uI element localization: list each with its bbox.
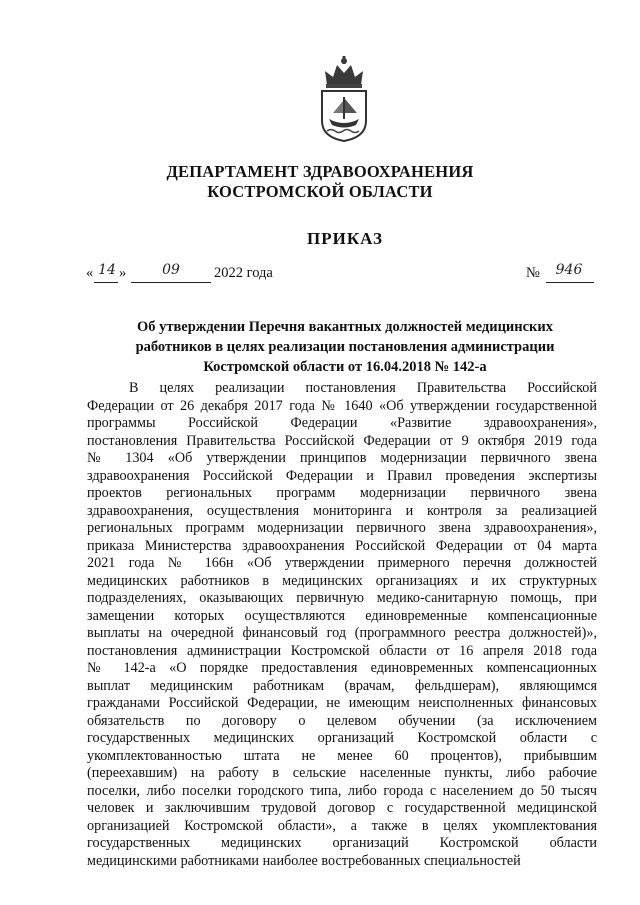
year-text: 2022 года: [214, 265, 273, 281]
body-line: Федерации от 26 декабря 2017 года № 1640 «Об утверждении государственной: [87, 397, 597, 414]
body-line: региональных программ модернизации первичного звена здравоохранения»,: [87, 520, 597, 536]
body-line: постановления Правительства Российской Федерации от 9 октября 2019 года: [87, 432, 597, 449]
body-line: подразделениях, оказывающих первичную медико-санитарную помощь, при: [87, 590, 597, 606]
body-line: укомплектованностью штата не менее 60 процентов), прибывшим: [87, 747, 597, 764]
open-quote: «: [86, 265, 94, 281]
subject-line-2: работников в целях реализации постановления администрации: [135, 339, 555, 355]
body-line: (переехавшим) на работу в сельские населенные пункты, либо рабочие: [87, 765, 597, 781]
body-line: поселки, либо поселки городского типа, либо города с населением до 50 тысяч: [87, 782, 597, 799]
body-line: выплат медицинским работникам (врачам, фельдшерам), являющимся: [87, 677, 597, 694]
body-line: государственных медицинских организаций Костромской области: [87, 835, 597, 851]
body-line: медицинскими работниками наиболее востребованных специальностей: [87, 852, 521, 869]
department-line-2: КОСТРОМСКОЙ ОБЛАСТИ: [207, 182, 433, 201]
body-line: выплаты на очередной финансовый год (программного реестра должностей)»,: [87, 625, 597, 641]
body-line: № 1304 «Об утверждении принципов модернизации первичного звена: [87, 450, 597, 466]
body-line: 2021 года № 166н «Об утверждении примерного перечня должностей: [87, 555, 597, 571]
order-body-paragraph: [87, 380, 597, 870]
handwritten-month: 09: [162, 262, 180, 278]
body-line: организацией Костромской области», а также в целях укомплектования: [87, 817, 597, 834]
subject-line-1: Об утверждении Перечня вакантных должностей медицинских: [136, 319, 554, 335]
body-line: государственных медицинских организаций Костромской области с: [87, 730, 597, 746]
kostroma-coat-of-arms-emblem: [315, 55, 373, 143]
month-underline: [131, 282, 211, 283]
handwritten-day: 14: [98, 262, 116, 278]
body-line: здравоохранения, осуществления мониторинга и контроля за реализацией: [87, 502, 597, 519]
close-quote: »: [119, 265, 127, 281]
body-line: проектов региональных программ модернизации первичного звена: [87, 485, 597, 501]
body-line: здравоохранения Российской Федерации и Правил проведения экспертизы: [87, 467, 597, 484]
body-line: приказа Министерства здравоохранения Российской Федерации от 04 марта: [87, 537, 597, 554]
document-type-title: ПРИКАЗ: [307, 229, 383, 248]
number-underline: [546, 282, 594, 283]
body-line: В целях реализации постановления Правительства Российской: [129, 380, 597, 396]
body-line: медицинских работников в медицинских организациях и их структурных: [87, 572, 597, 589]
body-line: постановления администрации Костромской области от 16 апреля 2018 года: [87, 642, 597, 659]
body-line: № 142-а «О порядке предоставления единовременных компенсационных: [87, 660, 597, 676]
subject-line-3: Костромской области от 16.04.2018 № 142-а: [203, 359, 487, 375]
body-line: программы Российской Федерации «Развитие здравоохранения»,: [87, 415, 597, 431]
body-line: гражданами Российской Федерации, не имеющим неисполненных финансовых: [87, 695, 597, 711]
handwritten-order-number: 946: [555, 262, 583, 278]
order-subject-heading: [0, 317, 640, 377]
body-line: обязательств по договору о целевом обучении (за исключением: [87, 712, 597, 729]
department-name: [0, 162, 640, 202]
body-line: человек и заключившим трудовой договор с государственной медицинской: [87, 800, 597, 816]
number-label: №: [526, 265, 540, 281]
date-number-line: [86, 262, 606, 288]
department-line-1: ДЕПАРТАМЕНТ ЗДРАВООХРАНЕНИЯ: [166, 162, 474, 181]
day-underline: [94, 282, 118, 283]
body-line: замещении которых осуществляются единовременные компенсационные: [87, 607, 597, 624]
